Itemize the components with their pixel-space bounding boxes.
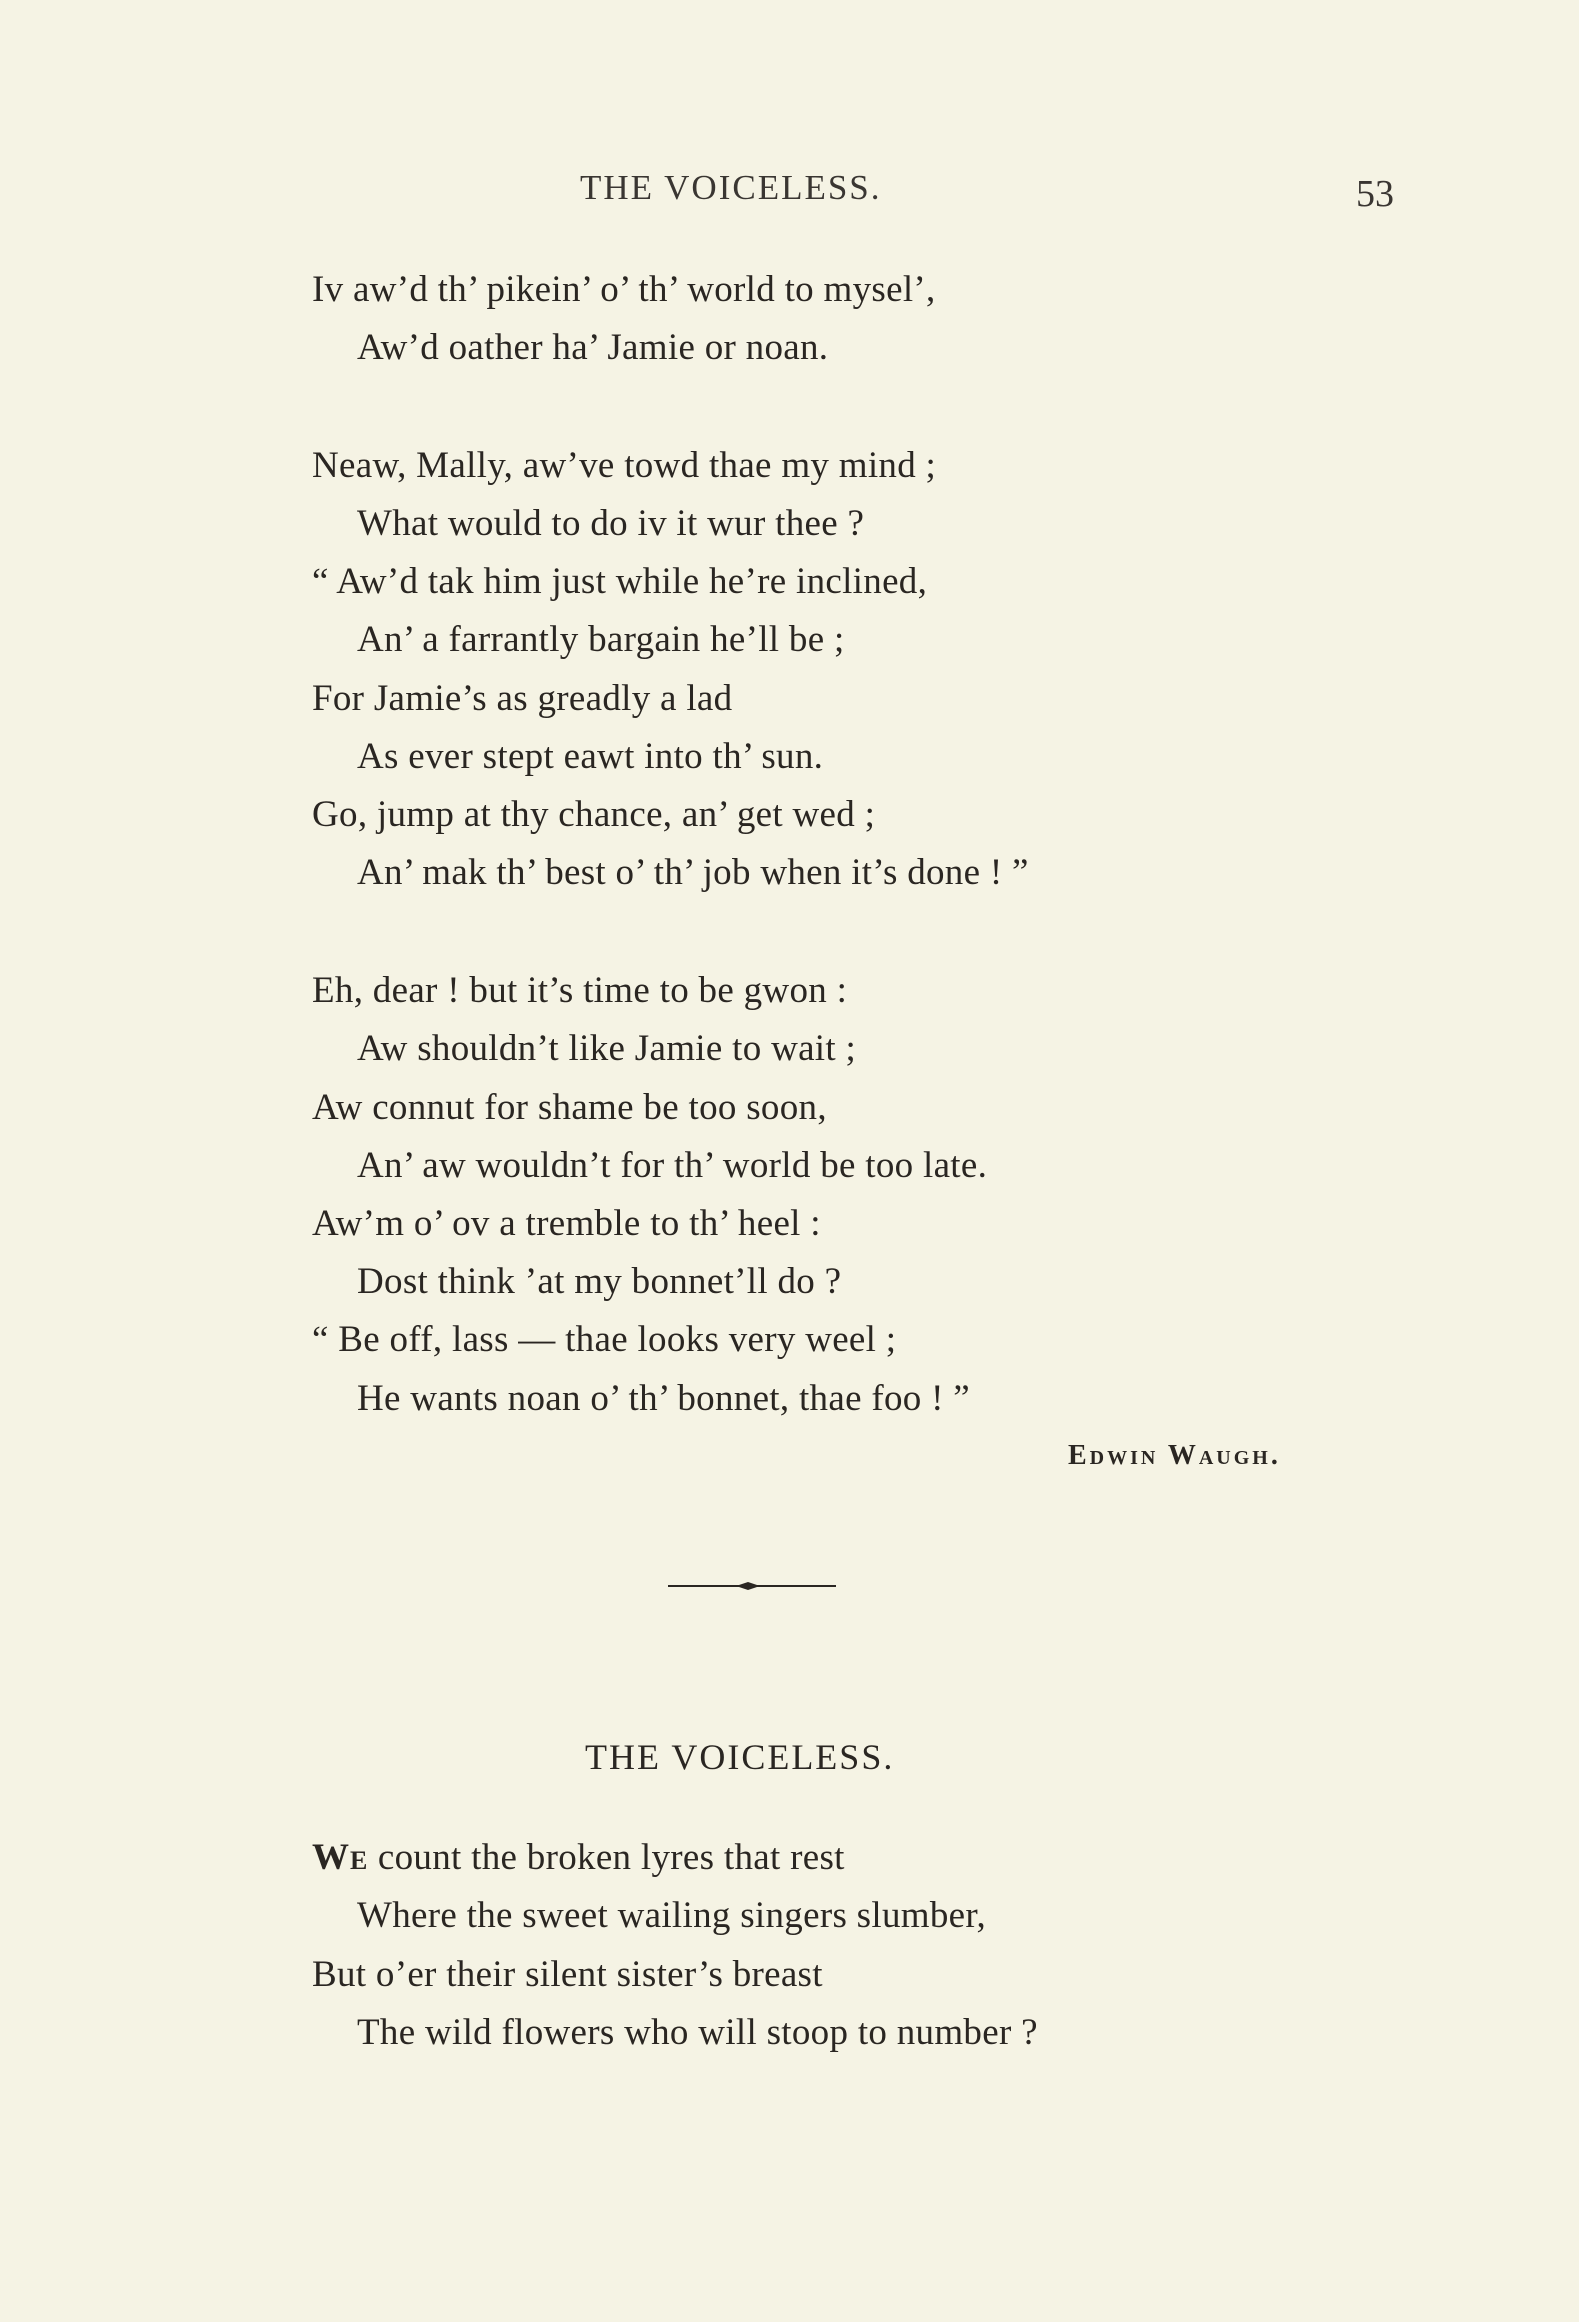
running-title: THE VOICELESS.: [580, 168, 882, 207]
poem-line: But o’er their silent sister’s breast: [312, 1954, 823, 1995]
poem-line: What would to do iv it wur thee ?: [357, 503, 865, 544]
poem-line: He wants noan o’ th’ bonnet, thae foo ! ”: [357, 1378, 971, 1419]
poem-line: Aw’d oather ha’ Jamie or noan.: [357, 327, 829, 368]
poem-line: An’ a farrantly bargain he’ll be ;: [357, 619, 845, 660]
poem-line: Aw shouldn’t like Jamie to wait ;: [357, 1028, 857, 1069]
poem-first-line: [312, 1836, 845, 1879]
poem-line: Aw’m o’ ov a tremble to th’ heel :: [312, 1203, 821, 1244]
poem-line: An’ mak th’ best o’ th’ job when it’s done ! ”: [357, 852, 1029, 893]
author-attribution: Edwin Waugh.: [1068, 1440, 1281, 1471]
poem-line: Neaw, Mally, aw’ve towd thae my mind ;: [312, 445, 937, 486]
poem-line: “ Be off, lass — thae looks very weel ;: [312, 1319, 897, 1360]
poem-title: THE VOICELESS.: [585, 1737, 895, 1777]
running-head: [0, 168, 1579, 228]
poem-line: Eh, dear ! but it’s time to be gwon :: [312, 970, 848, 1011]
poem-line: Dost think ’at my bonnet’ll do ?: [357, 1261, 842, 1302]
poem-line: As ever stept eawt into th’ sun.: [357, 736, 824, 777]
poem-line: Aw connut for shame be too soon,: [312, 1087, 827, 1128]
poem-line: “ Aw’d tak him just while he’re inclined,: [312, 561, 928, 602]
drop-word: We: [312, 1837, 369, 1878]
poem-line: An’ aw wouldn’t for th’ world be too late.: [357, 1145, 988, 1186]
poem-line: Where the sweet wailing singers slumber,: [357, 1895, 987, 1936]
poem-line: Go, jump at thy chance, an’ get wed ;: [312, 794, 876, 835]
poem-line: For Jamie’s as greadly a lad: [312, 678, 733, 719]
page-number: 53: [1356, 173, 1394, 215]
poem-line: The wild flowers who will stoop to number ?: [357, 2012, 1038, 2053]
first-line-text: count the broken lyres that rest: [368, 1837, 845, 1878]
poem-line: Iv aw’d th’ pikein’ o’ th’ world to mysel’,: [312, 269, 936, 310]
ornamental-rule: [668, 1580, 836, 1592]
